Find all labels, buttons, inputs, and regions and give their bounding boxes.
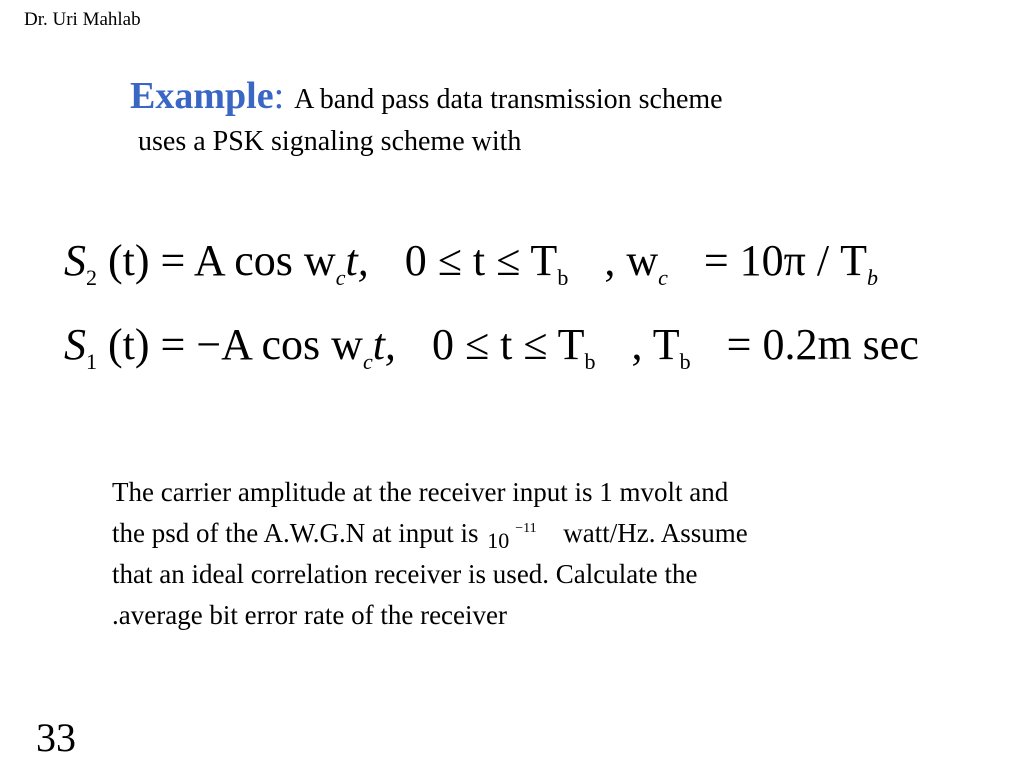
eq1-symbol: S [64, 236, 86, 285]
title-text-1: A band pass data transmission scheme [294, 84, 723, 115]
psd-base: 10 [487, 528, 510, 553]
eq1-symbol-sub: 2 [86, 265, 97, 290]
eq2-wc-sub: c [362, 349, 373, 374]
equation-s1 [64, 320, 919, 374]
eq1-args: (t) = A cos w [108, 236, 336, 285]
eq1-tail-sub: c [658, 265, 668, 290]
author-label: Dr. Uri Mahlab [24, 9, 141, 30]
eq2-tail-sub: b [679, 349, 691, 374]
equations-block [64, 236, 919, 404]
eq1-tail-sub-2: b [867, 265, 878, 290]
eq2-tail-1: , T [631, 320, 680, 369]
eq2-t-part: t, [372, 320, 396, 369]
paragraph-line-2-post: watt/Hz. Assume [563, 518, 748, 548]
psd-exponent: −11 [515, 521, 537, 536]
slide-title [130, 76, 890, 162]
psd-value [485, 521, 563, 554]
eq1-tail-2: = 10π / T [703, 236, 867, 285]
example-colon: : [273, 75, 285, 117]
eq2-args: (t) = −A cos w [108, 320, 363, 369]
title-line-1 [130, 76, 890, 120]
eq2-symbol: S [64, 320, 86, 369]
problem-paragraph [112, 472, 912, 636]
paragraph-line-2-pre: the psd of the A.W.G.N at input is [112, 518, 479, 548]
paragraph-line-4: .average bit error rate of the receiver [112, 600, 507, 630]
eq2-tail-2: = 0.2m sec [726, 320, 919, 369]
eq2-symbol-sub: 1 [86, 349, 97, 374]
equation-s2 [64, 236, 919, 290]
paragraph-line-2 [112, 513, 912, 554]
example-heading: Example [130, 75, 274, 117]
title-line-2: uses a PSK signaling scheme with [138, 126, 522, 157]
slide-number: 33 [36, 715, 76, 760]
eq1-tail-1: , w [604, 236, 659, 285]
paragraph-line-1: The carrier amplitude at the receiver input is 1 mvolt and [112, 477, 729, 507]
eq1-tb-sub: b [557, 265, 569, 290]
eq1-range: 0 ≤ t ≤ T [404, 236, 558, 285]
eq2-range: 0 ≤ t ≤ T [431, 320, 585, 369]
paragraph-line-3: that an ideal correlation receiver is used. Calculate the [112, 559, 698, 589]
eq2-tb-sub: b [584, 349, 596, 374]
eq1-t-part: t, [345, 236, 369, 285]
eq1-wc-sub: c [335, 265, 346, 290]
